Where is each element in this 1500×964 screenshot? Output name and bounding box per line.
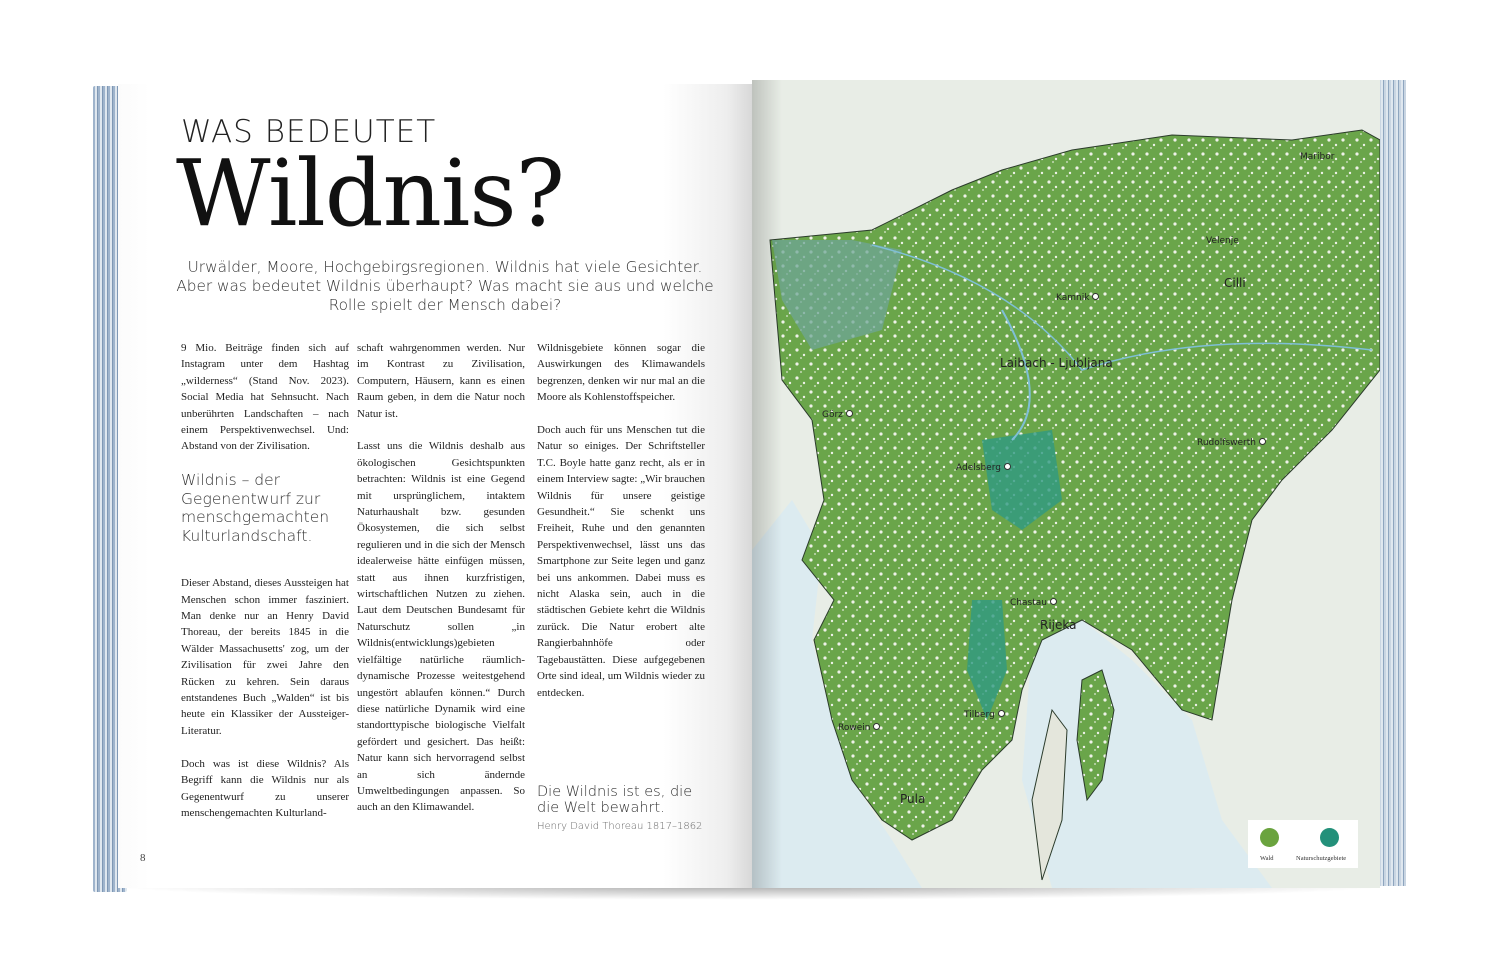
place-label: Chastau [1010, 598, 1057, 609]
place-label: Cilli [1224, 276, 1246, 290]
legend-label: Wald [1260, 855, 1274, 862]
deck-intro: Urwälder, Moore, Hochgebirgsregionen. Wildnis hat viele Gesichter. Aber was bedeutet Wildnis überhaupt? Was macht sie aus und welche Rolle spielt der Mensch dabei? [176, 258, 714, 314]
place-label: Velenje [1206, 236, 1239, 246]
paragraph: Doch was ist diese Wildnis? Als Begriff kann die Wildnis nur als Gegenentwurf zu unserer menschengemachten Kulturland- [181, 757, 349, 819]
quote-text: Die Wildnis ist es, die die Welt bewahrt. [537, 784, 693, 816]
text-column-2 [357, 340, 525, 832]
place-label: Rudolfswerth [1197, 438, 1266, 449]
paragraph: Doch auch für uns Menschen tut die Natur so einiges. Der Schriftsteller T.C. Boyle hatte ganz recht, als er in einem Interview sagte: „Wir brauchen Wildnis für unsere geistige Gesundheit.“ Sie schenkt uns Freiheit, Ruhe und den genannten Perspektivenwechsel, lässt uns das Smartphone zur Seite legen und ganz bei uns ankommen. Dabei muss es nicht Alaska sein, auch in die städtischen Gebiete kehrt die Wildnis zurück. Die Natur erobert alte Rangierbahnhöfe oder Tagebaustätten. Diese aufgegebenen Orte sind ideal, um Wildnis wieder zu entdecken. [537, 424, 705, 699]
place-label: Maribor [1300, 152, 1335, 162]
page-edges-right [1376, 80, 1406, 886]
legend-label: Naturschutzgebiete [1296, 855, 1347, 862]
paragraph: Dieser Abstand, dieses Aussteigen hat Menschen schon immer fasziniert. Man denke nur an Henry David Thoreau, der bereits 1845 in die Wälder Massachusetts' zog, um der Zivilisation für zwei Jahre den Rücken zu kehren. Sein daraus entstandenes Buch „Walden“ ist bis heute ein Klassiker der Aussteiger-Literatur. [181, 577, 349, 737]
quote-author: Henry David Thoreau 1817–1862 [537, 821, 703, 832]
paragraph: schaft wahrgenommen werden. Nur im Kontrast zu Zivilisation, Computern, Häusern, kann es einen Raum geben, in dem die Natur noch Natur ist. [357, 342, 525, 420]
page-number: 8 [140, 852, 146, 864]
kicker: WAS BEDEUTET [181, 114, 437, 150]
place-label: Görz [822, 410, 853, 421]
place-label: Laibach - Ljubljana [1000, 356, 1113, 370]
text-column-3 [537, 340, 705, 717]
map-svg [752, 80, 1380, 888]
paragraph: 9 Mio. Beiträge finden sich auf Instagram unter dem Hashtag „wilderness“ (Stand Nov. 2023). Social Media hat Sehnsucht. Nach unberührten Landschaften – nach einem Perspektivenwechsel. Und: Abstand von der Zivilisation. [181, 342, 349, 453]
paragraph: Lasst uns die Wildnis deshalb aus ökologischen Gesichtspunkten betrachten: Wildnis ist eine Gegend mit ursprünglichem, intaktem Naturhaushalt bzw. gesunden Ökosystemen, die sich selbst regulieren und in die sich der Mensch idealerweise hätte einfügen müssen, statt aus ihnen kurzfristigen, wirtschaftlichen Nutzen zu ziehen. Laut dem Deutschen Bundesamt für Naturschutz sollen „in Wildnis(entwicklungs)gebieten vielfältige natürliche räumlich-dynamische Prozesse weitestgehend ungestört ablaufen können.“ Durch diese natürliche Dynamik wird eine standorttypische biologische Vielfalt gefördert und gesichert. Das heißt: Natur kann sich hervorragend selbst an sich ändernde Umweltbedingungen anpassen. So auch an den Klimawandel. [357, 440, 525, 814]
place-label: Rowein [838, 723, 880, 734]
map-legend [1248, 820, 1358, 868]
legend-swatch-forest [1260, 828, 1279, 847]
place-label: Adelsberg [956, 463, 1011, 474]
closing-quote [537, 784, 712, 835]
place-label: Pula [900, 792, 926, 806]
text-column-1 [181, 340, 349, 838]
place-label: Tilberg [964, 710, 1005, 721]
legend-swatch-reserve [1320, 828, 1339, 847]
map-page [752, 80, 1380, 888]
paragraph: Wildnisgebiete können sogar die Auswirkungen des Klimawandels begrenzen, denken wir nur mal an die Moore als Kohlenstoffspeicher. [537, 342, 705, 404]
pull-quote: Wildnis – der Gegenentwurf zur menschgemachten Kulturlandschaft. [181, 471, 330, 545]
place-label: Kamnik [1056, 293, 1099, 304]
page-title: Wildnis? [176, 140, 564, 247]
place-label: Rijeka [1040, 618, 1077, 632]
